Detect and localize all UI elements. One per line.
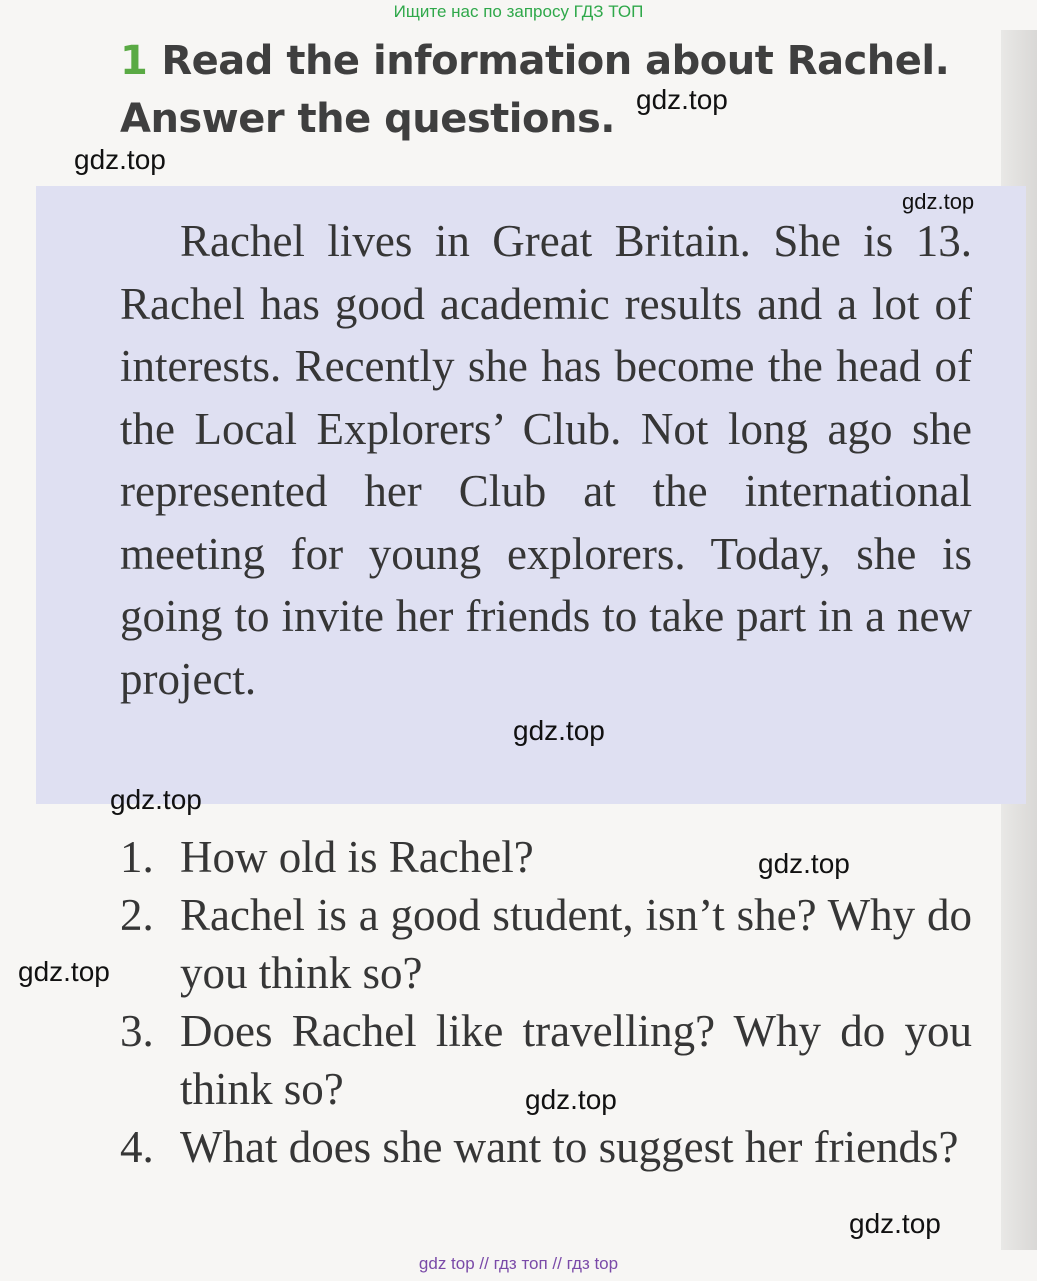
heading-title-1: Read the information about Rachel. [161,38,950,84]
watermark: gdz.top [18,956,110,987]
watermark: gdz.top [110,784,202,815]
watermark: gdz.top [758,848,850,879]
watermark: gdz.top [636,84,728,115]
question-list [120,828,972,1176]
footer-links: gdz top // гдз топ // гдз top [418,1254,619,1273]
info-paragraph: Rachel lives in Great Britain. She is 13. Rachel has good academic results and a lot of interests. Recently she has become the head of the Local Explorers’ Club. Not long ago she represented her Club at the international meeting for young explorers. Today, she is going to invite her friends to take part in a new project. [120,216,972,704]
question-text: Does Rachel like travelling? Why do you think so? [180,1006,972,1114]
watermark: gdz.top [902,189,975,214]
watermark: gdz.top [74,144,166,175]
question-number: 3. [120,1006,154,1056]
question-text: How old is Rachel? [180,832,534,882]
question-number: 4. [120,1122,154,1172]
question-text: Rachel is a good student, isn’t she? Why do you think so? [180,890,972,998]
watermark: gdz.top [513,715,605,746]
watermark: gdz.top [849,1208,941,1239]
heading-title-2: Answer the questions. [120,96,615,142]
watermark: gdz.top [525,1084,617,1115]
heading-line-1 [120,32,1000,90]
top-banner: Ищите нас по запросу ГДЗ ТОП [393,2,644,21]
exercise-number: 1 [120,38,148,84]
question-number: 2. [120,890,154,940]
question-item [120,886,972,1002]
question-number: 1. [120,832,154,882]
question-text: What does she want to suggest her friends? [180,1122,959,1172]
exercise-heading [120,32,1000,148]
question-item [120,1118,972,1176]
